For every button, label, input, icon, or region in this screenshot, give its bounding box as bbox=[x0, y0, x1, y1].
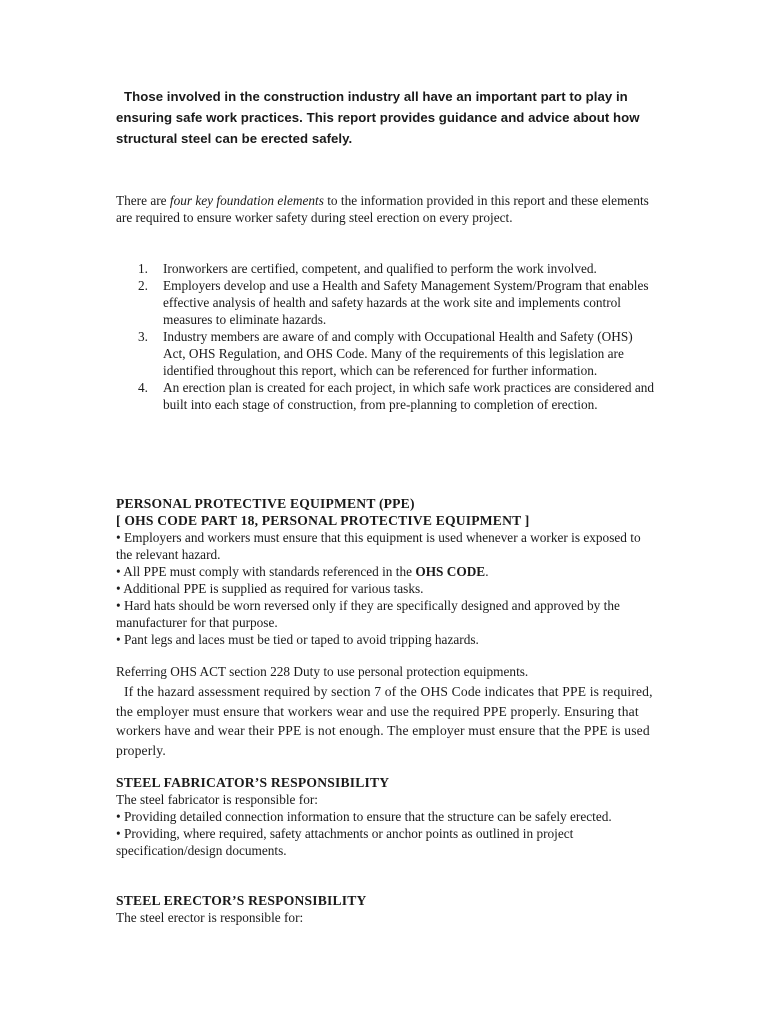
ppe-subheading: [ OHS CODE PART 18, PERSONAL PROTECTIVE EQUIPMENT ] bbox=[116, 513, 530, 528]
fabricator-section bbox=[116, 774, 656, 859]
list-item-number: 1. bbox=[138, 261, 148, 276]
erector-section bbox=[116, 892, 656, 926]
ppe-bullet: • Employers and workers must ensure that this equipment is used whenever a worker is exposed to the relevant hazard. bbox=[116, 530, 641, 562]
key-elements-paragraph bbox=[116, 192, 656, 226]
hazard-paragraph bbox=[116, 682, 656, 761]
fabricator-intro: The steel fabricator is responsible for: bbox=[116, 792, 318, 807]
ppe-bullet: • Additional PPE is supplied as required for various tasks. bbox=[116, 581, 424, 596]
list-item bbox=[116, 277, 656, 328]
ppe-section bbox=[116, 495, 656, 648]
hazard-text: If the hazard assessment required by section 7 of the OHS Code indicates that PPE is required, the employer must ensure that workers wear and use the required PPE properly. Ensuring that workers have and wear their PPE is not enough. The employer must ensure that the PPE is used properly. bbox=[116, 684, 653, 759]
ppe-bullet-post: . bbox=[485, 564, 489, 579]
referring-paragraph: Referring OHS ACT section 228 Duty to use personal protection equipments. bbox=[116, 664, 529, 679]
ppe-bullet: • Pant legs and laces must be tied or taped to avoid tripping hazards. bbox=[116, 632, 479, 647]
list-item-text: An erection plan is created for each project, in which safe work practices are considered and built into each stage of construction, from pre-planning to completion of erection. bbox=[163, 380, 655, 412]
key-elements-emphasis: four key foundation elements bbox=[169, 193, 324, 208]
list-item bbox=[116, 260, 656, 277]
list-item-text: Ironworkers are certified, competent, and qualified to perform the work involved. bbox=[163, 261, 597, 276]
key-elements-prefix: There are bbox=[116, 193, 170, 208]
list-item bbox=[116, 328, 656, 379]
ppe-bullet: • Hard hats should be worn reversed only if they are specifically designed and approved by the manufacturer for that purpose. bbox=[116, 598, 620, 630]
ppe-bullet bbox=[116, 563, 656, 580]
list-item-text: Industry members are aware of and comply with Occupational Health and Safety (OHS) Act, OHS Regulation, and OHS Code. Many of the requirements of this legislation are identified throughout this report, which can be referenced for further information. bbox=[163, 329, 633, 378]
erector-heading: STEEL ERECTOR’S RESPONSIBILITY bbox=[116, 893, 367, 908]
ppe-bullet-pre: • All PPE must comply with standards referenced in the bbox=[116, 564, 416, 579]
ppe-bullet-bold: OHS CODE bbox=[415, 564, 486, 579]
list-item bbox=[116, 379, 656, 413]
list-item-number: 4. bbox=[138, 380, 148, 395]
list-item-text: Employers develop and use a Health and Safety Management System/Program that enables effective analysis of health and safety hazards at the work site and implements control measures to eliminate hazards. bbox=[163, 278, 649, 327]
fabricator-bullet: • Providing, where required, safety attachments or anchor points as outlined in project specification/design documents. bbox=[116, 826, 574, 858]
list-item-number: 3. bbox=[138, 329, 148, 344]
intro-text: Those involved in the construction industry all have an important part to play in ensuring safe work practices. This report provides guidance and advice about how structural steel can be erected safely. bbox=[116, 89, 640, 146]
key-elements-suffix: to the information provided in this report and these elements are required to ensure worker safety during steel erection on every project. bbox=[116, 193, 649, 225]
erector-intro: The steel erector is responsible for: bbox=[116, 910, 304, 925]
key-elements-list bbox=[116, 260, 656, 413]
list-item-number: 2. bbox=[138, 278, 148, 293]
fabricator-heading: STEEL FABRICATOR’S RESPONSIBILITY bbox=[116, 775, 390, 790]
fabricator-bullet: • Providing detailed connection information to ensure that the structure can be safely erected. bbox=[116, 809, 612, 824]
ppe-heading: PERSONAL PROTECTIVE EQUIPMENT (PPE) bbox=[116, 496, 415, 511]
intro-paragraph bbox=[116, 86, 656, 149]
